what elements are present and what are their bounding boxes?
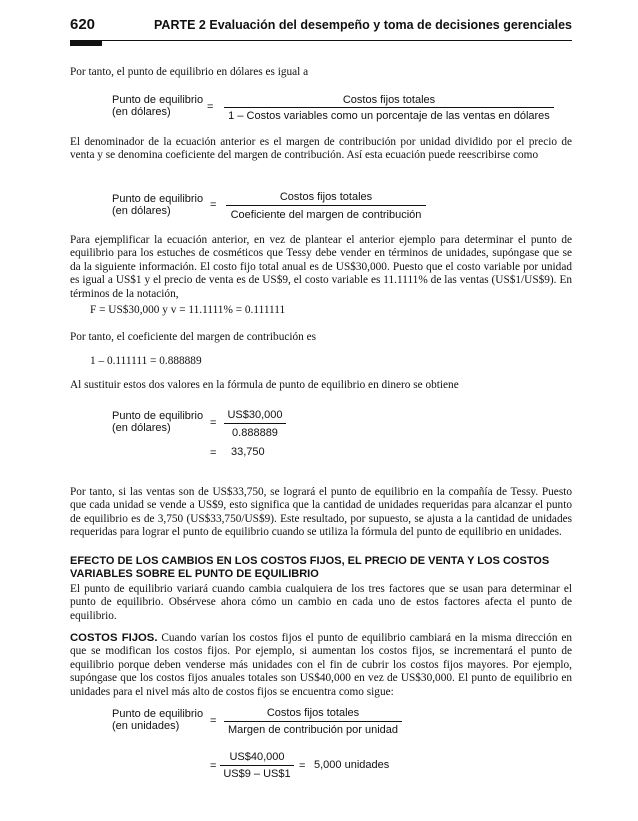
paragraph-8-body: Cuando varían los costos fijos el punto de equilibrio cambiará en la misma dirección en que se modifican los costos fijos. Por ejemplo, si aumentan los costos fijos, se incrementará el punto de equilibrio porque deben venderse más unidades con el fin de cubrir los costos fijos mayores. Por ejemplo, supóngase que los costos fijos anuales totales son US$40,000 en vez de US$30,000. El punto de equilibrio en unidades para el nivel más alto de costos fijos se encuentra como sigue: — [70, 632, 573, 698]
formula-1-numerator: Costos fijos totales — [342, 94, 436, 106]
formula-2-numerator: Costos fijos totales — [279, 191, 373, 203]
formula-1-lhs-line2: (en dólares) — [112, 106, 171, 118]
formula-1-denominator: 1 – Costos variables como un porcentaje de las ventas en dólares — [228, 110, 550, 122]
formula-3-denominator: 0.888889 — [232, 427, 278, 439]
formula-3-result: 33,750 — [231, 446, 265, 458]
formula-4-denominator: Margen de contribución por unidad — [227, 724, 398, 736]
equation-fv: F = US$30,000 y v = 11.1111% = 0.111111 — [90, 304, 286, 316]
paragraph-8 — [70, 632, 572, 699]
formula-3-numerator: US$30,000 — [227, 409, 283, 421]
formula-4-lhs-line1: Punto de equilibrio — [112, 708, 204, 720]
formula-4-lhs-line2: (en unidades) — [112, 720, 180, 732]
formula-2-equals: = — [210, 199, 217, 211]
formula-3-equals-2: = — [210, 447, 217, 459]
formula-2-lhs-line2: (en dólares) — [112, 205, 171, 217]
formula-4-fraction-bar-2 — [220, 765, 294, 766]
formula-3-lhs-line1: Punto de equilibrio — [112, 410, 204, 422]
formula-4-result: 5,000 unidades — [314, 759, 390, 771]
paragraph-5: Al sustituir estos dos valores en la fórmula de punto de equilibrio en dinero se obtiene — [70, 379, 459, 391]
formula-2-fraction-bar — [226, 205, 426, 206]
formula-2-lhs-line1: Punto de equilibrio — [112, 193, 204, 205]
paragraph-6: Por tanto, si las ventas son de US$33,750, se logrará el punto de equilibrio en la compañía de Tessy. Puesto que cada unidad se vende a US$9, esto significa que la cantidad de unidades requeridas para alcanzar el punto de equilibrio es de 3,750 (US$33,750/US$9). Este resultado, por supuesto, se ajusta a la cantidad de unidades requeridas para lograr el punto de equilibrio cuando se utiliza la fórmula del punto de equilibrio en unidades. — [70, 486, 572, 539]
paragraph-8-lead: COSTOS FIJOS. — [70, 632, 158, 644]
formula-3-fraction-bar — [224, 423, 286, 424]
part-title: PARTE 2 Evaluación del desempeño y toma de decisiones gerenciales — [154, 18, 572, 32]
formula-4-equals-3: = — [299, 760, 306, 772]
paragraph-1: Por tanto, el punto de equilibrio en dólares es igual a — [70, 66, 309, 78]
formula-1-equals: = — [207, 101, 214, 113]
formula-1-fraction-bar — [224, 107, 554, 108]
equation-coefficient: 1 – 0.111111 = 0.888889 — [90, 355, 202, 367]
formula-4-denominator-2: US$9 – US$1 — [223, 768, 291, 780]
paragraph-3: Para ejemplificar la ecuación anterior, en vez de plantear el anterior ejemplo para determinar el punto de equilibrio para los estuches de cosméticos que Tessy debe vender en términos de unidades, supóngase que se da la siguiente información. El costo fijo total anual es de US$30,000. Puesto que el costo variable por unidad es igual a US$1 y el precio de venta es de US$9, el costo variable es 11.1111% de las ventas (US$1/US$9). En términos de la notación, — [70, 234, 572, 300]
formula-2-denominator: Coeficiente del margen de contribución — [230, 209, 422, 221]
formula-4-fraction-bar — [224, 721, 402, 722]
header-rule — [70, 40, 572, 41]
section-heading: EFECTO DE LOS CAMBIOS EN LOS COSTOS FIJOS, EL PRECIO DE VENTA Y LOS COSTOS VARIABLES SOBRE EL PUNTO DE EQUILIBRIO — [70, 555, 550, 581]
formula-4-equals: = — [210, 715, 217, 727]
formula-4-numerator-2: US$40,000 — [229, 751, 285, 763]
formula-4-numerator: Costos fijos totales — [266, 707, 360, 719]
formula-3-equals: = — [210, 417, 217, 429]
page-header — [70, 16, 572, 36]
page-number: 620 — [70, 16, 96, 33]
formula-3-lhs-line2: (en dólares) — [112, 422, 171, 434]
paragraph-4: Por tanto, el coeficiente del margen de contribución es — [70, 331, 317, 343]
paragraph-2: El denominador de la ecuación anterior es el margen de contribución por unidad dividido por el precio de venta y se denomina coeficiente del margen de contribución. Así esta ecuación puede reescribirse como — [70, 136, 572, 162]
paragraph-7: El punto de equilibrio variará cuando cambia cualquiera de los tres factores que se usan para determinar el punto de equilibrio. Obsérvese ahora cómo un cambio en cada uno de estos factores afecta el punto de equilibrio. — [70, 583, 572, 622]
formula-4-equals-2: = — [210, 760, 217, 772]
formula-1-lhs-line1: Punto de equilibrio — [112, 94, 204, 106]
header-bar — [70, 40, 102, 46]
